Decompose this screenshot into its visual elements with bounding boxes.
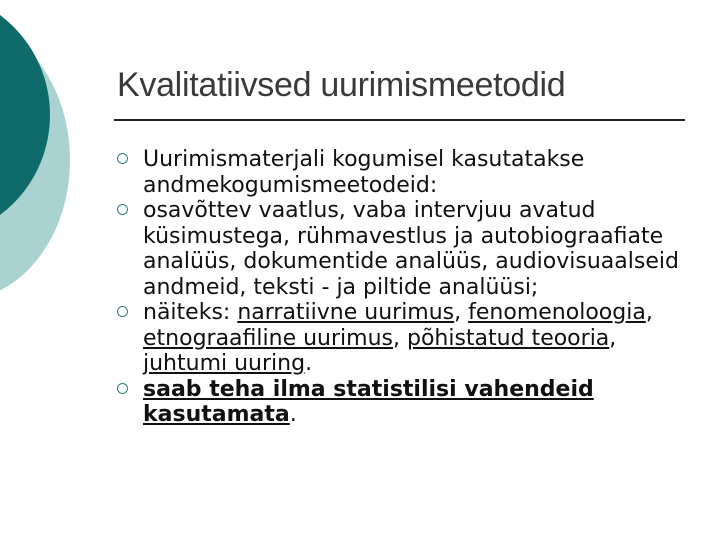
separator: , — [645, 300, 653, 325]
link-pohistatud-teooria[interactable]: põhistatud teooria — [406, 325, 610, 351]
bullet-4-strong: saab teha ilma statistilisi vahendeid kasutamata — [143, 376, 594, 427]
link-narratiivne-uurimus[interactable]: narratiivne uurimus — [237, 300, 455, 325]
bullet-item-2 — [143, 198, 683, 300]
bullet-text-2: osavõttev vaatlus, vaba intervjuu avatud küsimustega, rühmavestlus ja autobiograafiate analüüs, dokumentide analüüs, audiovisuaalseid andmeid, teksti - ja piltide analüüsi; — [143, 198, 679, 300]
separator: , — [454, 300, 469, 325]
link-etnograafiline-uurimus[interactable]: etnograafiline uurimus — [143, 325, 393, 351]
link-juhtumi-uuring[interactable]: juhtumi uuring — [143, 351, 306, 376]
bullet-text-1: Uurimismaterjali kogumisel kasutatakse andmekogumismeetodeid: — [143, 147, 585, 198]
link-fenomenoloogia[interactable]: fenomenoloogia — [468, 300, 646, 325]
separator: , — [609, 325, 617, 351]
separator: , — [392, 325, 407, 351]
bullet-3-prefix: näiteks: — [143, 300, 238, 325]
bullet-icon — [117, 383, 128, 394]
slide-title: Kvalitatiivsed uurimismeetodid — [117, 66, 566, 104]
bullet-item-3 — [143, 300, 683, 377]
bullet-item-4 — [143, 377, 683, 428]
bullet-icon — [117, 306, 128, 317]
bullet-icon — [117, 204, 128, 215]
bullet-list — [143, 147, 683, 428]
bullet-icon — [117, 153, 128, 164]
title-divider — [114, 119, 685, 121]
sentence-end: . — [305, 351, 313, 376]
sentence-end: . — [289, 402, 297, 427]
bullet-item-1 — [143, 147, 683, 198]
